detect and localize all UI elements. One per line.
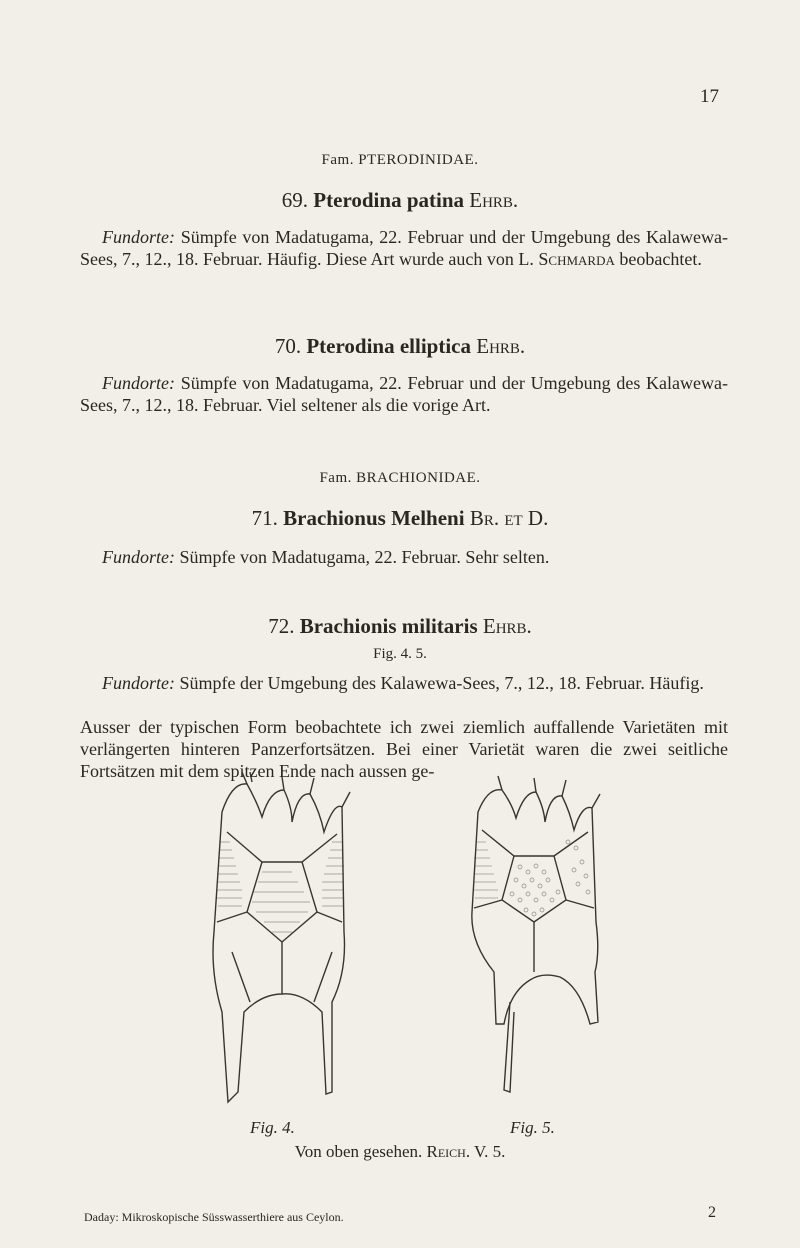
species-name: Pterodina patina bbox=[313, 188, 465, 212]
species-heading-71 bbox=[0, 506, 800, 531]
fundorte-label: Fundorte: bbox=[102, 673, 175, 693]
figure-caption bbox=[0, 1142, 800, 1162]
species-author: Ehrb. bbox=[469, 188, 519, 212]
species-heading-72 bbox=[0, 614, 800, 639]
fundorte-label: Fundorte: bbox=[102, 547, 175, 567]
paragraph-70 bbox=[80, 372, 728, 416]
species-number: 71. bbox=[251, 506, 278, 530]
species-number: 70. bbox=[274, 334, 302, 358]
species-author: Ehrb. bbox=[476, 334, 526, 358]
figure-5-label: Fig. 5. bbox=[510, 1118, 555, 1137]
family-heading-brachionidae: Fam. BRACHIONIDAE. bbox=[319, 470, 481, 486]
species-number: 72. bbox=[268, 614, 295, 638]
footer-sheet-number: 2 bbox=[708, 1204, 716, 1221]
species-name: Brachionus Melheni bbox=[283, 506, 465, 530]
caption-author: Reich. bbox=[426, 1142, 471, 1161]
family-heading-pterodinidae: Fam. PTERODINIDAE. bbox=[321, 152, 479, 168]
figure-reference: Fig. 4. 5. bbox=[373, 646, 427, 662]
page-number: 17 bbox=[700, 86, 719, 107]
author-name: Schmarda bbox=[538, 249, 615, 269]
caption-text: Von oben gesehen. bbox=[294, 1142, 423, 1161]
caption-tail: V. 5. bbox=[474, 1142, 506, 1161]
figure-4-illustration bbox=[192, 772, 372, 1112]
species-author: Br. et D. bbox=[469, 506, 549, 530]
paragraph-69 bbox=[80, 226, 728, 270]
paragraph-72a bbox=[80, 672, 728, 694]
paragraph-text: Sümpfe von Madatugama, 22. Februar und der Umgebung des Kalawewa-Sees, 7., 12., 18. Februar. Häufig. Diese Art wurde auch von L. bbox=[80, 227, 728, 269]
species-number: 69. bbox=[281, 188, 309, 212]
paragraph-text: Sümpfe der Umgebung des Kalawewa-Sees, 7., 12., 18. Februar. Häufig. bbox=[179, 673, 704, 693]
paragraph-text: Sümpfe von Madatugama, 22. Februar und der Umgebung des Kalawewa-Sees, 7., 12., 18. Februar. Viel seltener als die vorige Art. bbox=[80, 373, 728, 415]
species-name: Brachionis militaris bbox=[299, 614, 478, 638]
fundorte-label: Fundorte: bbox=[102, 373, 175, 393]
species-heading-70 bbox=[0, 334, 800, 359]
paragraph-text: Sümpfe von Madatugama, 22. Februar. Sehr selten. bbox=[179, 547, 550, 567]
figure-5-illustration bbox=[450, 772, 620, 1112]
species-name: Pterodina elliptica bbox=[306, 334, 471, 358]
footer-text: Daday: Mikroskopische Süsswasserthiere aus Ceylon. bbox=[84, 1210, 344, 1224]
figure-4-label: Fig. 4. bbox=[250, 1118, 295, 1137]
paragraph-72b: Ausser der typischen Form beobachtete ich zwei ziemlich auffallende Varietäten mit verlängerten hinteren Panzerfortsätzen. Bei einer Varietät waren die zwei seitliche Fortsätzen mit dem spitzen Ende nach aussen ge- bbox=[80, 717, 728, 781]
fundorte-label: Fundorte: bbox=[102, 227, 175, 247]
paragraph-71 bbox=[80, 546, 728, 568]
species-heading-69 bbox=[0, 188, 800, 213]
paragraph-tail: beobachtet. bbox=[619, 249, 702, 269]
species-author: Ehrb. bbox=[482, 614, 532, 638]
